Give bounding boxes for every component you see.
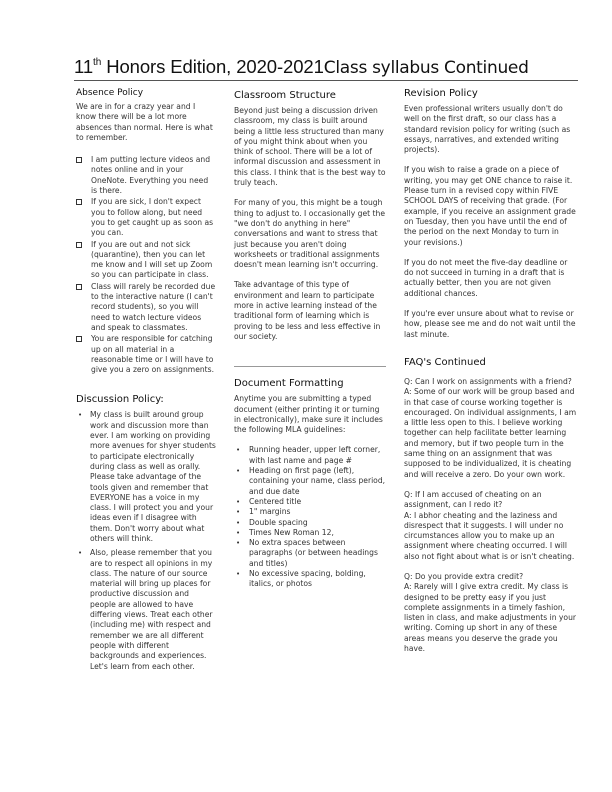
bullet-icon: •	[236, 539, 241, 548]
revision-policy-paragraph: If you wish to raise a grade on a piece of writing, you may get ONE chance to raise it. Please turn in a revised copy within FIVE SCHOOL DAYS of receiving that grade. (For example, if you receive an assignment grade on Tuesday, then you have until the end of the period on the next Monday to turn in your revisions.)	[404, 165, 576, 247]
list-item: You are responsible for catching up on all material in a reasonable time or I will have to give you a zero on assignments.	[76, 334, 216, 375]
document-formatting-heading: Document Formatting	[234, 378, 344, 390]
list-item: • Times New Roman 12,	[236, 527, 334, 537]
list-item: • No excessive spacing, bolding, italics, or photos	[236, 568, 366, 589]
absence-policy-heading: Absence Policy	[76, 88, 144, 98]
bullet-icon: •	[78, 549, 83, 558]
discussion-policy-heading: Discussion Policy:	[76, 394, 164, 406]
faq-heading: FAQ's Continued	[404, 356, 486, 368]
page-title	[74, 56, 529, 78]
bullet-icon: •	[236, 528, 241, 537]
revision-policy-paragraph: If you're ever unsure about what to revise or how, please see me and do not wait until the last minute.	[404, 309, 576, 339]
list-item: • No extra spaces between paragraphs (or between headings and titles)	[236, 538, 378, 568]
classroom-structure-paragraph: For many of you, this might be a tough thing to adjust to. I occasionally get the "we don't do anything in here" conversations and want to stress that just because you aren't doing worksheets or traditional assignments doesn't mean learning isn't occurring.	[234, 198, 385, 270]
left-column	[76, 87, 216, 676]
list-item: • My class is built around group work and discussion more than ever. I am working on providing more avenues for shyer students to participate electronically during class as well as orally. Please take advantage of the tools given and remember that EVERYONE has a voice in my class. I will protect you and your ideas even if I disagree with them. Don't worry about what others will think.	[78, 410, 216, 543]
faq-item	[404, 572, 578, 654]
section-divider	[234, 366, 386, 367]
document-formatting-intro: Anytime you are submitting a typed document (either printing it or turning in electronically), make sure it includes the following MLA guidelines:	[234, 394, 383, 435]
faq-answer: A: Some of our work will be group based and in that case of course working together is encouraged. On individual assignments, I am a little less open to this. I believe working together can help facilitate better learning and memory, but if two people turn in the same thing on an assignment that was supposed to be individualized, it is cheating and will receive a zero. Do your own work.	[404, 387, 577, 479]
list-item: • Centered title	[236, 496, 302, 506]
revision-policy-paragraph: If you do not meet the five-day deadline or do not succeed in turning in a draft that is actually better, then you are not given additional chances.	[404, 257, 568, 298]
bullet-icon: •	[236, 497, 241, 506]
list-item: • Heading on first page (left), containing your name, class period, and due date	[236, 466, 386, 496]
document-subtitle: Class syllabus Continued	[323, 58, 529, 78]
bullet-icon: •	[236, 446, 241, 455]
checkbox-icon	[76, 157, 82, 163]
list-item: Class will rarely be recorded due to the interactive nature (I can't record students), so you will need to watch lecture videos and speak to classmates.	[76, 282, 216, 333]
list-item: If you are sick, I don't expect you to follow along, but need you to get caught up as soon as you can.	[76, 197, 216, 238]
middle-column	[234, 87, 386, 590]
faq-answer: A: Rarely will I give extra credit. My class is designed to be pretty easy if you just complete assignments in a timely fashion, listen in class, and make adjustments in your writing. Coming up short in any of these areas means you deserve the grade you have.	[404, 582, 577, 654]
revision-policy-heading: Revision Policy	[404, 88, 478, 99]
faq-question: Q: If I am accused of cheating on an assignment, can I redo it?	[404, 489, 542, 510]
right-column	[404, 87, 578, 664]
bullet-icon: •	[236, 467, 241, 476]
title-divider	[74, 80, 578, 81]
classroom-structure-paragraph: Take advantage of this type of environment and learn to participate more in active learning instead of the traditional form of learning which is proving to be less and less effective in our society.	[234, 280, 381, 341]
discussion-policy-list	[76, 410, 216, 671]
checkbox-icon	[76, 199, 82, 205]
bullet-icon: •	[78, 411, 83, 420]
checkbox-icon	[76, 242, 82, 248]
faq-item	[404, 490, 578, 562]
bullet-icon: •	[236, 508, 241, 517]
checkbox-icon	[76, 336, 82, 342]
list-item: • 1" margins	[236, 507, 291, 517]
list-item: • Double spacing	[236, 517, 308, 527]
checkbox-icon	[76, 284, 82, 290]
classroom-structure-paragraph: Beyond just being a discussion driven classroom, my class is built around being a little less structured than many of you might think about when you think of school. There will be a lot of informal discussion and assessment in this class. I think that is the best way to truly teach.	[234, 106, 386, 188]
faq-item	[404, 377, 578, 480]
list-item: I am putting lecture videos and notes online and in your OneNote. Everything you need is there.	[76, 155, 216, 196]
mla-guidelines-list	[234, 445, 386, 589]
absence-policy-list	[76, 155, 216, 375]
classroom-structure-heading: Classroom Structure	[234, 90, 336, 101]
revision-policy-paragraph: Even professional writers usually don't do well on the first draft, so our class has a standard revision policy for writing (such as essays, narratives, and extended writing projects).	[404, 104, 571, 155]
faq-question: Q: Do you provide extra credit?	[404, 571, 524, 581]
absence-policy-intro: We are in for a crazy year and I know there will be a lot more absences than normal. Here is what to remember.	[76, 102, 213, 142]
faq-answer: A: I abhor cheating and the laziness and disrespect that it suggests. I will under no circumstances allow you to make up an assignment where cheating occurred. I will also not fight about what is or isn't cheating.	[404, 510, 575, 561]
faq-question: Q: Can I work on assignments with a friend?	[404, 376, 572, 386]
list-item: If you are out and not sick (quarantine), then you can let me know and I will set up Zoom so you can participate in class.	[76, 240, 216, 281]
document-title: 11th Honors Edition, 2020-2021	[74, 56, 324, 77]
bullet-icon: •	[236, 518, 241, 527]
bullet-icon: •	[236, 569, 241, 578]
list-item: • Also, please remember that you are to respect all opinions in my class. The nature of our source material will bring up places for productive discussion and people are allowed to have differing views. Treat each other (including me) with respect and remember we are all different people with different backgrounds and experiences. Let's learn from each other.	[78, 548, 213, 671]
list-item: • Running header, upper left corner, with last name and page #	[236, 445, 381, 465]
